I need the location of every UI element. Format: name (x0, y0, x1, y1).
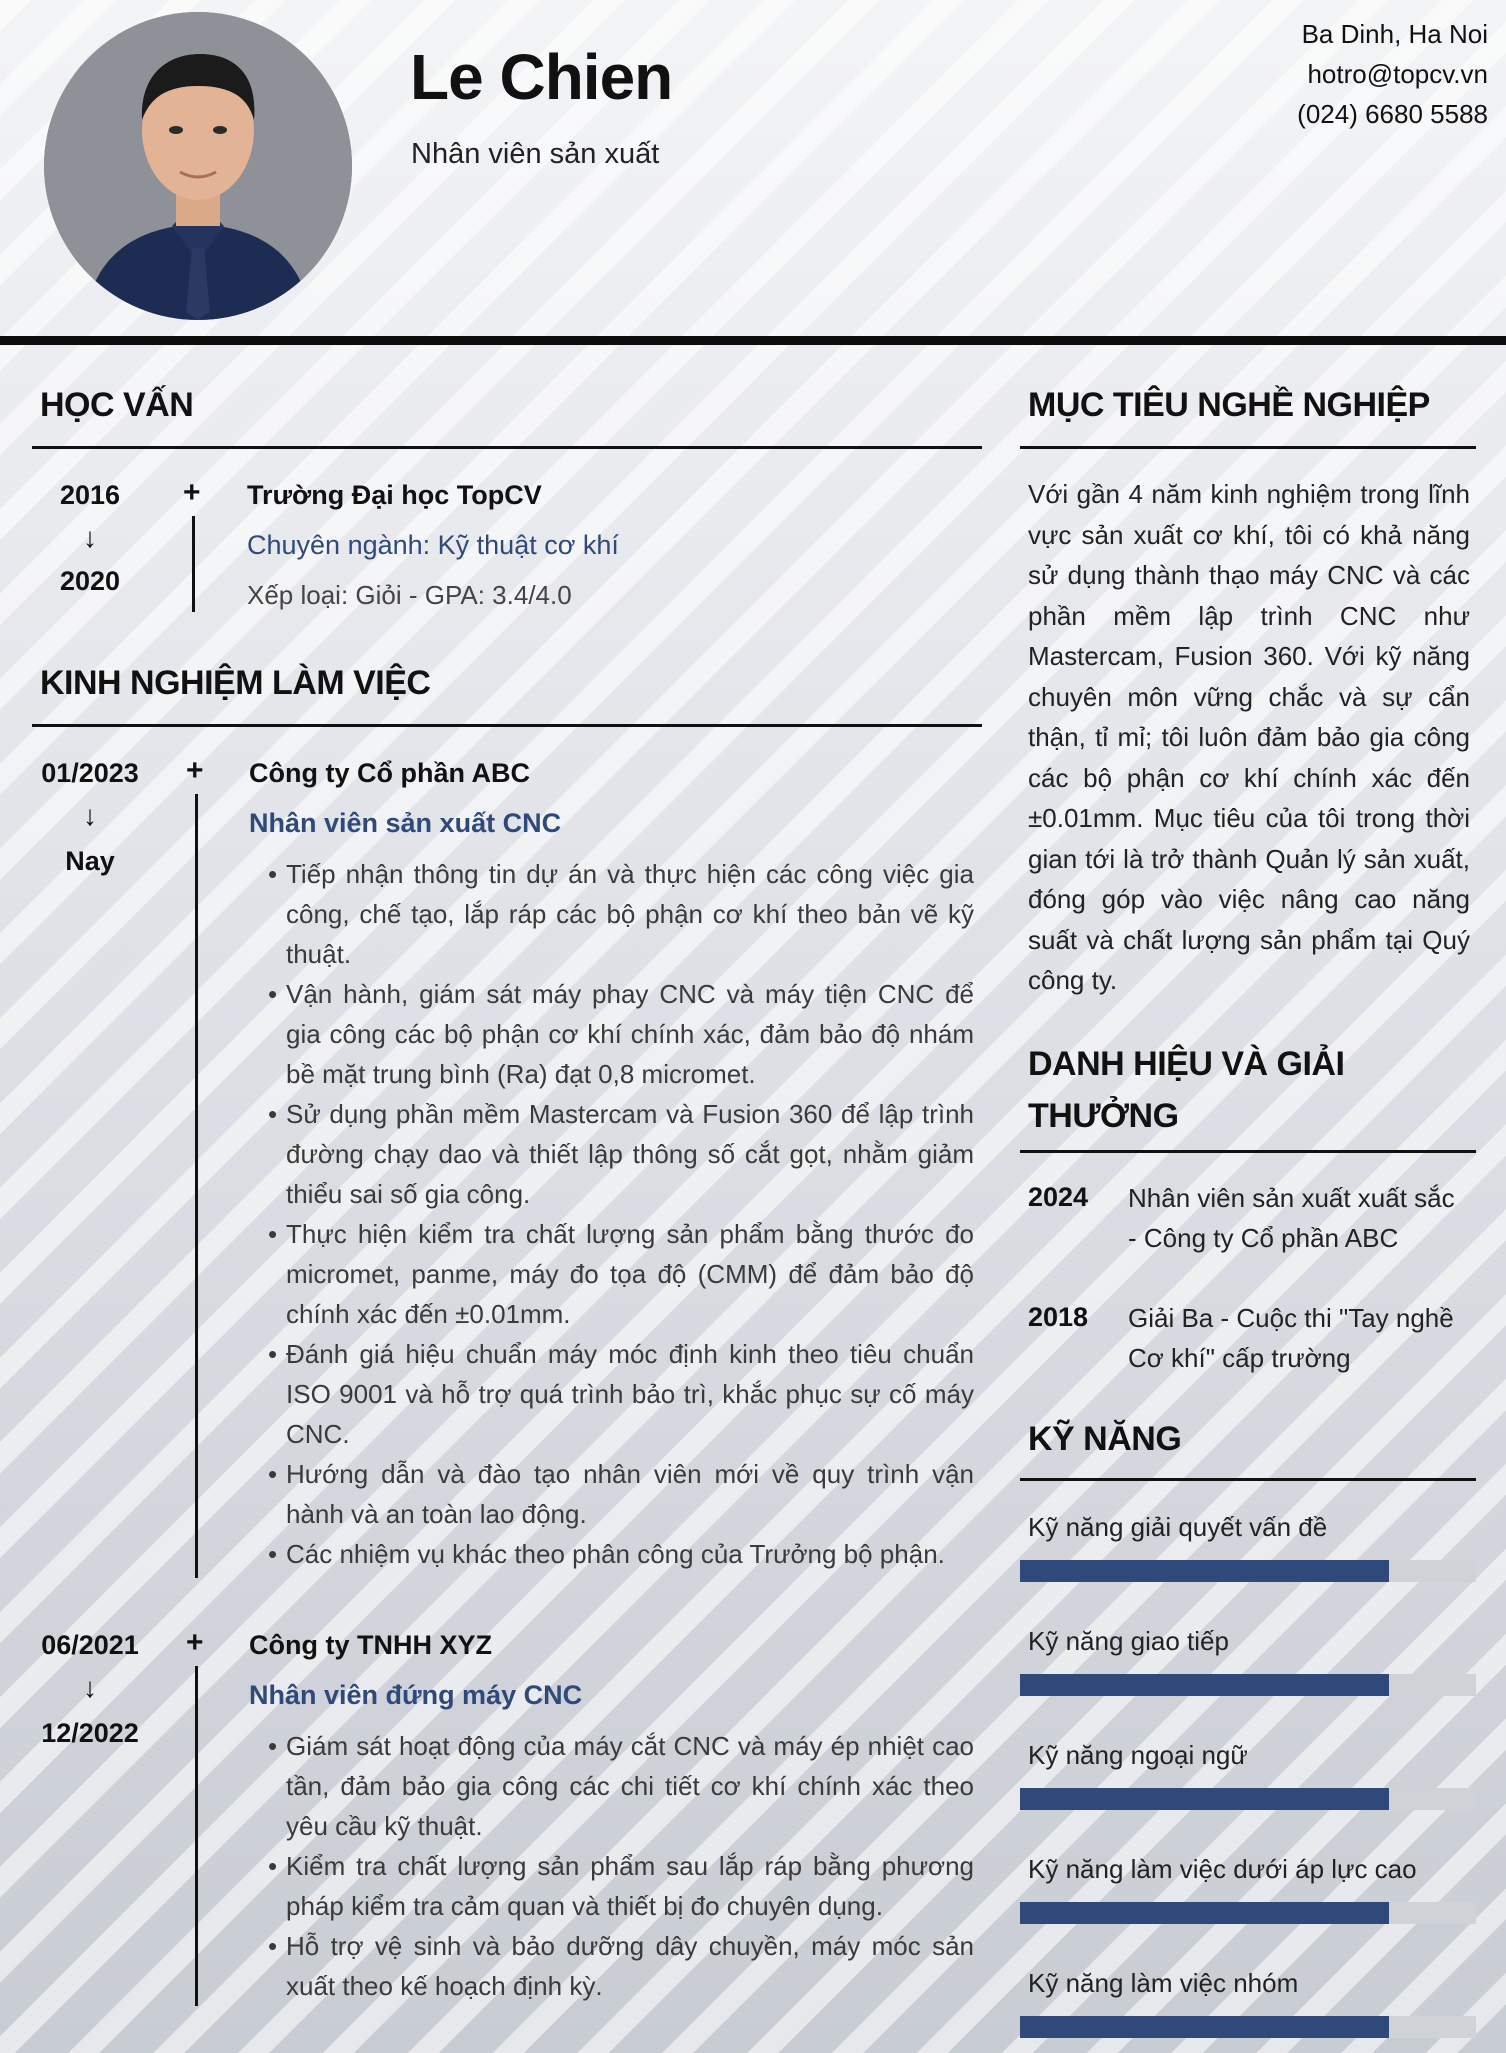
list-item: • Các nhiệm vụ khác theo phân công của Trưởng bộ phận. (268, 1534, 974, 1574)
experience-rule (32, 724, 982, 727)
plus-icon: + (186, 754, 204, 787)
award-text: Nhân viên sản xuất xuất sắc - Công ty Cổ phần ABC (1128, 1183, 1455, 1253)
skill-label: Kỹ năng làm việc dưới áp lực cao (1028, 1854, 1417, 1884)
skills-heading: KỸ NĂNG (1028, 1420, 1182, 1458)
job-role: Nhân viên sản xuất CNC (249, 808, 562, 838)
contact-block (1297, 14, 1488, 134)
education-grade: Xếp loại: Giỏi - GPA: 3.4/4.0 (247, 580, 572, 610)
education-major: Chuyên ngành: Kỹ thuật cơ khí (247, 530, 619, 560)
skill-bar (1020, 1674, 1476, 1696)
list-item: • Hỗ trợ vệ sinh và bảo dưỡng dây chuyền, máy móc sản xuất theo kế hoạch định kỳ. (268, 1926, 974, 2006)
person-photo-icon (44, 12, 352, 320)
timeline-line (195, 794, 198, 1578)
job-start-date: 06/2021 (41, 1630, 139, 1660)
job-duties-list (268, 854, 974, 1574)
job-end-date: Nay (65, 846, 115, 876)
award-year: 2024 (1028, 1182, 1089, 1212)
plus-icon: + (183, 476, 201, 509)
award-year: 2018 (1028, 1302, 1089, 1332)
job-duties-list (268, 1726, 974, 2006)
objective-rule (1020, 446, 1476, 449)
contact-address: Ba Dinh, Ha Noi (1301, 19, 1488, 49)
skill-label: Kỹ năng giao tiếp (1028, 1626, 1229, 1656)
list-item: • Giám sát hoạt động của máy cắt CNC và máy ép nhiệt cao tần, đảm bảo gia công các chi tiết cơ khí chính xác theo yêu cầu kỹ thuật. (268, 1726, 974, 1846)
objective-heading: MỤC TIÊU NGHỀ NGHIỆP (1028, 386, 1430, 424)
skill-bar-fill (1020, 1902, 1389, 1924)
skill-bar-fill (1020, 1788, 1389, 1810)
list-item: • Vận hành, giám sát máy phay CNC và máy tiện CNC để gia công các bộ phận cơ khí chính xác, đảm bảo độ nhám bề mặt trung bình (Ra) đạt 0,8 micromet. (268, 974, 974, 1094)
job-role: Nhân viên đứng máy CNC (249, 1680, 583, 1710)
experience-heading: KINH NGHIỆM LÀM VIỆC (40, 664, 431, 702)
awards-rule (1020, 1150, 1476, 1153)
education-end-date: 2020 (59, 566, 121, 596)
avatar (44, 12, 352, 320)
list-item: • Sử dụng phần mềm Mastercam và Fusion 360 để lập trình đường chạy dao và thiết lập thông số cắt gọt, nhằm giảm thiểu sai số gia công. (268, 1094, 974, 1214)
skill-bar (1020, 1560, 1476, 1582)
skill-bar-fill (1020, 1560, 1389, 1582)
education-start-date: 2016 (59, 480, 121, 510)
job-start-date: 01/2023 (41, 758, 139, 788)
job-company: Công ty Cổ phần ABC (249, 758, 530, 788)
awards-heading-line: DANH HIỆU VÀ GIẢI (1028, 1045, 1345, 1083)
header-divider (0, 336, 1506, 345)
timeline-line (192, 516, 195, 612)
skill-label: Kỹ năng giải quyết vấn đề (1028, 1512, 1328, 1542)
awards-heading-line: THƯỞNG (1028, 1097, 1179, 1135)
contact-phone[interactable]: (024) 6680 5588 (1297, 99, 1488, 129)
list-item: • Tiếp nhận thông tin dự án và thực hiện các công việc gia công, chế tạo, lắp ráp các bộ phận cơ khí theo bản vẽ kỹ thuật. (268, 854, 974, 974)
skill-label: Kỹ năng làm việc nhóm (1028, 1968, 1299, 1998)
skill-bar-fill (1020, 1674, 1389, 1696)
arrow-down-icon: ↓ (83, 522, 97, 553)
list-item: • Thực hiện kiểm tra chất lượng sản phẩm bằng thước đo micromet, panme, máy đo tọa độ (CMM) để đảm bảo độ chính xác đến ±0.01mm. (268, 1214, 974, 1334)
list-item: • Kiểm tra chất lượng sản phẩm sau lắp ráp bằng phương pháp kiểm tra cảm quan và thiết bị đo chuyên dụng. (268, 1846, 974, 1926)
arrow-down-icon: ↓ (83, 800, 97, 831)
job-end-date: 12/2022 (41, 1718, 139, 1748)
objective-text: Với gần 4 năm kinh nghiệm trong lĩnh vực sản xuất cơ khí, tôi có khả năng sử dụng thành thạo máy CNC và các phần mềm lập trình CNC như Mastercam, Fusion 360. Với kỹ năng chuyên môn vững chắc và sự cẩn thận, tỉ mỉ; tôi luôn đảm bảo gia công các bộ phận cơ khí chính xác đến ±0.01mm. Mục tiêu của tôi trong thời gian tới là trở thành Quản lý sản xuất, đóng góp vào việc nâng cao năng suất và chất lượng sản phẩm tại Quý công ty. (1028, 479, 1470, 995)
arrow-down-icon: ↓ (83, 1672, 97, 1703)
job-company: Công ty TNHH XYZ (249, 1630, 492, 1660)
skill-bar (1020, 1788, 1476, 1810)
list-item: • Hướng dẫn và đào tạo nhân viên mới về quy trình vận hành và an toàn lao động. (268, 1454, 974, 1534)
timeline-line (195, 1666, 198, 2006)
skill-bar-fill (1020, 2016, 1389, 2038)
candidate-title: Nhân viên sản xuất (411, 138, 660, 170)
list-item: • Đánh giá hiệu chuẩn máy móc định kinh theo tiêu chuẩn ISO 9001 và hỗ trợ quá trình bảo trì, khắc phục sự cố máy CNC. (268, 1334, 974, 1454)
education-school: Trường Đại học TopCV (247, 480, 542, 510)
award-text: Giải Ba - Cuộc thi "Tay nghề Cơ khí" cấp trường (1128, 1303, 1454, 1373)
plus-icon: + (186, 1626, 204, 1659)
skills-rule (1020, 1478, 1476, 1481)
candidate-name: Le Chien (410, 41, 673, 113)
education-rule (32, 446, 982, 449)
skill-bar (1020, 2016, 1476, 2038)
awards-heading (1028, 1038, 1344, 1142)
skill-label: Kỹ năng ngoại ngữ (1028, 1740, 1248, 1770)
cv-header (0, 0, 1506, 338)
skill-bar (1020, 1902, 1476, 1924)
education-heading: HỌC VẤN (40, 386, 194, 424)
contact-email[interactable]: hotro@topcv.vn (1307, 59, 1488, 89)
